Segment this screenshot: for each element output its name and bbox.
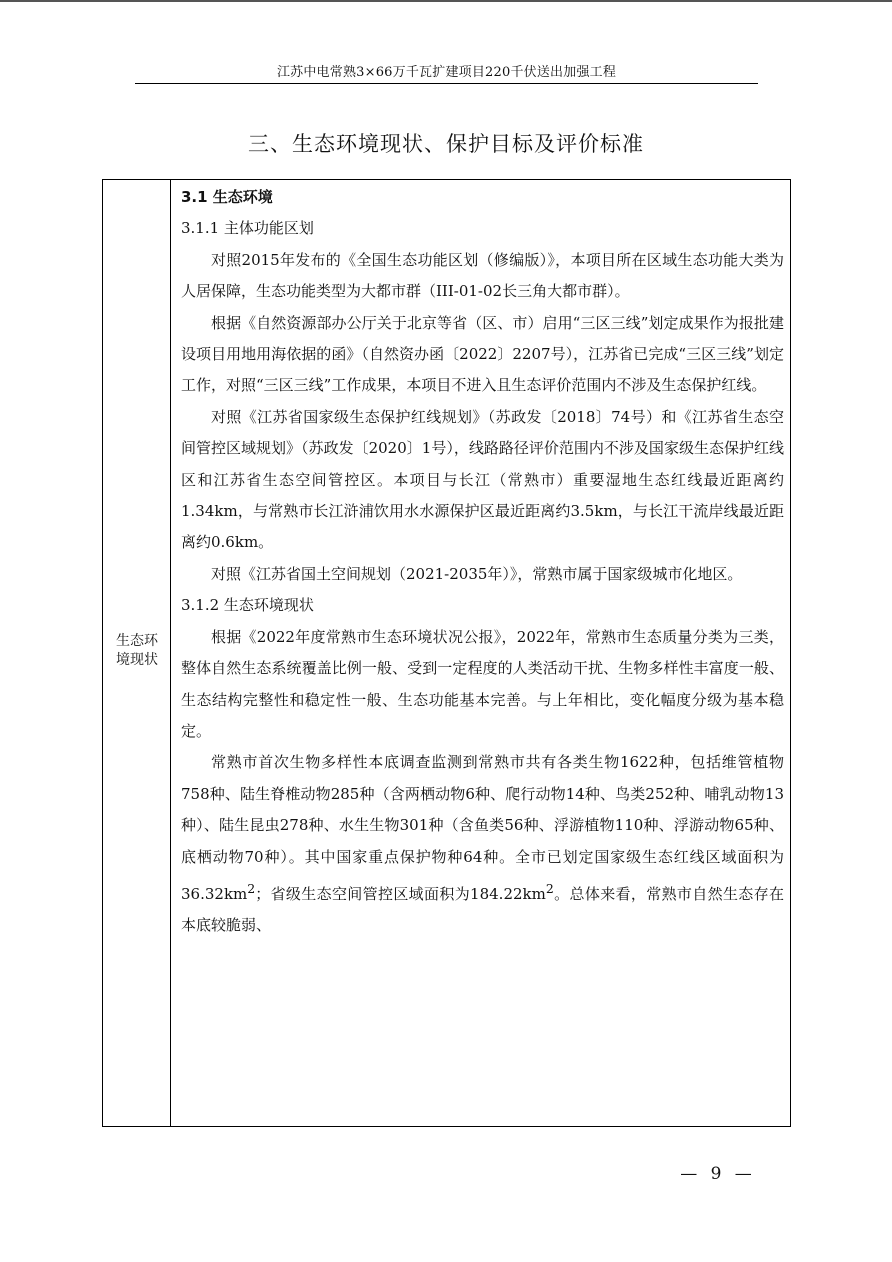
row-label-cell — [103, 180, 171, 1126]
paragraph-1: 对照2015年发布的《全国生态功能区划（修编版）》，本项目所在区域生态功能大类为人居保障，生态功能类型为大都市群（III-01-02长三角大都市群）。 — [181, 250, 784, 301]
paragraph-3: 对照《江苏省国家级生态保护红线规划》（苏政发〔2018〕74号）和《江苏省生态空间管控区域规划》（苏政发〔2020〕1号），线路路径评价范围内不涉及国家级生态保护红线区和江苏省生态空间管控区。本项目与长江（常熟市）重要湿地生态红线最近距离约1.34km，与常熟市长江浒浦饮用水水源保护区最近距离约3.5km，与长江干流岸线最近距离约0.6km。 — [181, 407, 784, 552]
superscript-2: 2 — [545, 880, 554, 896]
page-number: — 9 — — [680, 1164, 756, 1184]
subheading-3-1-1: 3.1.1 主体功能区划 — [181, 219, 314, 238]
paragraph-4: 对照《江苏省国土空间规划（2021-2035年）》，常熟市属于国家级城市化地区。 — [211, 564, 743, 583]
row-label-line2: 境现状 — [116, 652, 158, 668]
paragraph-6 — [181, 747, 784, 941]
paragraph-6-part3: 。总体来看，常熟市自然生态存在本底较脆弱、 — [181, 884, 784, 935]
subheading-3-1-2: 3.1.2 生态环境现状 — [181, 596, 314, 615]
content-table — [102, 179, 791, 1127]
row-label — [103, 632, 171, 670]
paragraph-2: 根据《自然资源部办公厅关于北京等省（区、市）启用“三区三线”划定成果作为报批建设项目用地用海依据的函》（自然资办函〔2022〕2207号），江苏省已完成“三区三线”划定工作，对照“三区三线”工作成果，本项目不进入且生态评价范围内不涉及生态保护红线。 — [181, 313, 784, 395]
superscript-1: 2 — [247, 880, 256, 896]
paragraph-6-part1: 常熟市首次生物多样性本底调查监测到常熟市共有各类生物1622种，包括维管植物758种、陆生脊椎动物285种（含两栖动物6种、爬行动物14种、鸟类252种、哺乳动物13种）、陆生昆虫278种、水生生物301种（含鱼类56种、浮游植物110种、浮游动物65种、底栖动物70种）。其中国家重点保护物种64种。全市已划定国家级生态红线区域面积为36.32km — [181, 753, 784, 903]
running-header: 江苏中电常熟3×66万千瓦扩建项目220千伏送出加强工程 — [135, 63, 758, 84]
page-top-rule — [0, 0, 892, 2]
section-title: 三、生态环境现状、保护目标及评价标准 — [248, 132, 644, 156]
heading-3-1: 3.1 生态环境 — [181, 188, 273, 206]
paragraph-6-part2: ；省级生态空间管控区域面积为184.22km — [255, 884, 546, 903]
paragraph-5: 根据《2022年度常熟市生态环境状况公报》，2022年，常熟市生态质量分类为三类，整体自然生态系统覆盖比例一般、受到一定程度的人类活动干扰、生物多样性丰富度一般、生态结构完整性和稳定性一般、生态功能基本完善。与上年相比，变化幅度分级为基本稳定。 — [181, 627, 784, 740]
content-cell — [172, 182, 790, 942]
row-label-line1: 生态环 — [116, 633, 158, 649]
